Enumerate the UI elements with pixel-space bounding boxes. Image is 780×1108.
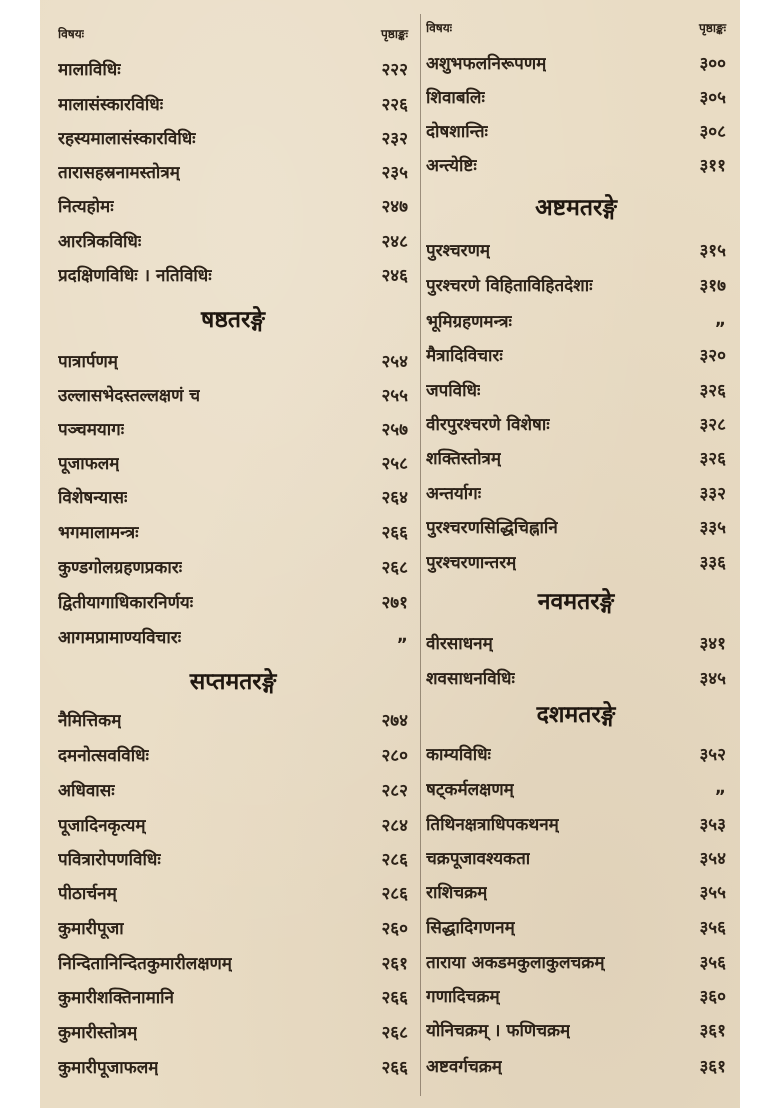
toc-entry [426,662,726,692]
toc-entry [58,809,408,839]
toc-entry [58,551,408,581]
entry-topic: पञ्चमयागः [58,419,125,440]
toc-entry [426,408,726,438]
entry-page: २५८ [381,453,408,474]
toc-entry [426,842,726,872]
toc-entry [58,122,408,152]
section-heading: षष्ठतरङ्गे [201,307,265,333]
header-topic: विषयः [58,26,85,41]
entry-topic: आगमप्रामाण्यविचारः [58,627,182,648]
toc-entry [426,234,726,264]
header-topic: विषयः [426,20,453,35]
entry-page: २६६ [381,987,408,1008]
entry-page: ३२८ [699,414,726,435]
entry-topic: विशेषन्यासः [58,487,128,508]
section-heading: दशमतरङ्गे [536,702,616,728]
entry-page: ३२० [699,345,726,366]
entry-topic: भूमिग्रहणमन्त्रः [426,311,512,332]
toc-entry [58,704,408,734]
entry-page: २२२ [381,59,408,80]
entry-topic: चक्रपूजावश्यकता [426,848,531,869]
entry-page: ३३६ [699,552,726,573]
entry-topic: अन्तर्यागः [426,483,482,504]
toc-entry [426,339,726,369]
entry-topic: नित्यहोमः [58,196,114,217]
toc-entry [58,1051,408,1081]
entry-page: २५७ [381,419,408,440]
entry-page: २६६ [381,1057,408,1078]
entry-topic: मैत्रादिविचारः [426,345,503,366]
entry-page: ३१५ [699,240,726,261]
entry-page: ३५२ [699,744,726,765]
entry-page: २३२ [381,128,408,149]
entry-topic: जपविधिः [426,380,481,401]
toc-entry [58,190,408,220]
toc-entry [58,843,408,873]
entry-page: ३४१ [699,633,726,654]
entry-page: २७१ [381,592,408,613]
toc-entry [426,47,726,77]
toc-entry [58,912,408,942]
entry-page: ३५३ [699,814,726,835]
entry-topic: पुरश्चरणम् [426,240,491,261]
toc-entry [426,269,726,299]
entry-topic: पवित्रारोपणविधिः [58,849,161,870]
header-page: पृष्ठाङ्कः [380,26,408,41]
entry-topic: योनिचक्रम् । फणिचक्रम् [426,1020,571,1041]
entry-page: ३३५ [699,517,726,538]
entry-page: २२६ [381,94,408,115]
entry-topic: नैमित्तिकम् [58,710,122,731]
column-divider [420,14,421,1096]
toc-entry [58,53,408,83]
toc-entry [58,621,408,651]
entry-page: ३२६ [699,380,726,401]
entry-topic: पुरश्चरणे विहिताविहितदेशाः [426,275,593,296]
toc-entry [426,374,726,404]
entry-page: २८६ [381,849,408,870]
entry-page: २७४ [381,710,408,731]
column-header [58,22,408,44]
entry-page: ३६१ [699,1020,726,1041]
entry-topic: गणादिचक्रम् [426,986,500,1007]
entry-topic: भगमालामन्त्रः [58,522,139,543]
entry-page: २८६ [381,883,408,904]
entry-topic: ताराया अकडमकुलाकुलचक्रम् [426,952,605,973]
entry-page: २४६ [381,265,408,286]
toc-entry [426,305,726,335]
entry-page: „ [714,310,726,330]
toc-entry [426,876,726,906]
entry-topic: कुमारीस्तोत्रम् [58,1022,138,1043]
header-page: पृष्ठाङ्कः [698,20,726,35]
entry-page: २६४ [381,487,408,508]
entry-page: २६० [381,918,408,939]
entry-page: २३५ [381,162,408,183]
entry-topic: शिवाबलिः [426,87,485,108]
entry-page: २५५ [381,385,408,406]
entry-page: २८२ [381,780,408,801]
entry-page: „ [714,778,726,798]
entry-topic: पात्रार्पणम् [58,351,118,372]
entry-page: २४७ [381,196,408,217]
toc-entry [426,115,726,145]
book-page [40,0,740,1108]
entry-page: ३५४ [699,848,726,869]
entry-page: २६१ [381,953,408,974]
entry-page: २८४ [381,815,408,836]
entry-topic: पूजाफलम् [58,453,120,474]
toc-entry [426,627,726,657]
entry-topic: वीरपुरश्चरणे विशेषाः [426,414,550,435]
entry-page: २६६ [381,522,408,543]
entry-topic: अशुभफलनिरूपणम् [426,53,547,74]
toc-entry [58,345,408,375]
entry-topic: सिद्धादिगणनम् [426,917,515,938]
toc-entry [426,442,726,472]
entry-topic: उल्लासभेदस्तल्लक्षणं च [58,385,201,406]
entry-page: ३१७ [699,275,726,296]
entry-topic: तारासहस्रनामस्तोत्रम् [58,162,180,183]
column-header [426,16,726,38]
entry-page: ३२६ [699,448,726,469]
toc-entry [58,947,408,977]
entry-topic: पुरश्चरणसिद्धिचिह्नानि [426,517,558,538]
entry-topic: शवसाधनविधिः [426,668,515,689]
entry-page: ३५६ [699,917,726,938]
toc-entry [426,546,726,576]
entry-topic: अष्टवर्गचक्रम् [426,1056,502,1077]
toc-entry [58,516,408,546]
entry-topic: द्वितीयागाधिकारनिर्णयः [58,592,194,613]
left-column [58,0,408,1108]
toc-entry [58,774,408,804]
toc-entry [58,259,408,289]
entry-topic: दोषशान्तिः [426,121,488,142]
entry-topic: आरत्रिकविधिः [58,231,142,252]
toc-entry [426,477,726,507]
toc-entry [426,980,726,1010]
entry-topic: प्रदक्षिणविधिः । नतिविधिः [58,265,212,286]
entry-topic: कुमारीशक्तिनामानि [58,987,174,1008]
entry-topic: अधिवासः [58,780,115,801]
toc-entry [426,1050,726,1080]
entry-topic: कुमारीपूजा [58,918,124,939]
entry-topic: वीरसाधनम् [426,633,493,654]
entry-page: „ [396,626,408,646]
entry-topic: कुण्डगोलग्रहणप्रकारः [58,557,183,578]
entry-page: २६८ [381,557,408,578]
entry-topic: काम्यविधिः [426,744,491,765]
toc-entry [58,1016,408,1046]
entry-topic: तिथिनक्षत्राधिपकथनम् [426,814,559,835]
entry-page: २४८ [381,231,408,252]
toc-entry [58,379,408,409]
entry-page: ३०० [699,53,726,74]
entry-topic: राशिचक्रम् [426,882,488,903]
toc-entry [58,739,408,769]
entry-page: २८० [381,745,408,766]
toc-entry [426,808,726,838]
entry-topic: पूजादिनकृत्यम् [58,815,146,836]
toc-entry [426,1014,726,1044]
toc-entry [58,156,408,186]
entry-page: ३११ [699,155,726,176]
entry-topic: शक्तिस्तोत्रम् [426,448,502,469]
entry-topic: पीठार्चनम् [58,883,117,904]
toc-entry [58,877,408,907]
entry-page: २६८ [381,1022,408,1043]
toc-entry [58,225,408,255]
entry-topic: दमनोत्सवविधिः [58,745,149,766]
entry-page: ३३२ [699,483,726,504]
entry-page: ३६० [699,986,726,1007]
toc-entry [426,911,726,941]
entry-page: ३०८ [699,121,726,142]
toc-entry [426,773,726,803]
toc-entry [426,81,726,111]
entry-topic: रहस्यमालासंस्कारविधिः [58,128,196,149]
entry-topic: मालाविधिः [58,59,121,80]
entry-topic: निन्दितानिन्दितकुमारीलक्षणम् [58,953,232,974]
section-heading: अष्टमतरङ्गे [535,195,617,221]
toc-entry [426,511,726,541]
toc-entry [426,149,726,179]
entry-page: ३६१ [699,1056,726,1077]
entry-page: ३०५ [699,87,726,108]
toc-entry [58,981,408,1011]
toc-entry [58,88,408,118]
entry-topic: पुरश्चरणान्तरम् [426,552,517,573]
entry-topic: अन्त्येष्टिः [426,155,477,176]
toc-entry [426,946,726,976]
section-heading: सप्तमतरङ्गे [189,669,277,695]
toc-entry [426,738,726,768]
toc-entry [58,586,408,616]
section-heading: नवमतरङ्गे [537,589,615,615]
entry-page: ३५५ [699,882,726,903]
entry-topic: कुमारीपूजाफलम् [58,1057,159,1078]
entry-topic: मालासंस्कारविधिः [58,94,164,115]
entry-page: ३५६ [699,952,726,973]
toc-entry [58,481,408,511]
entry-page: २५४ [381,351,408,372]
entry-topic: षट्कर्मलक्षणम् [426,779,514,800]
entry-page: ३४५ [699,668,726,689]
toc-entry [58,447,408,477]
right-column [426,0,726,1108]
toc-entry [58,413,408,443]
